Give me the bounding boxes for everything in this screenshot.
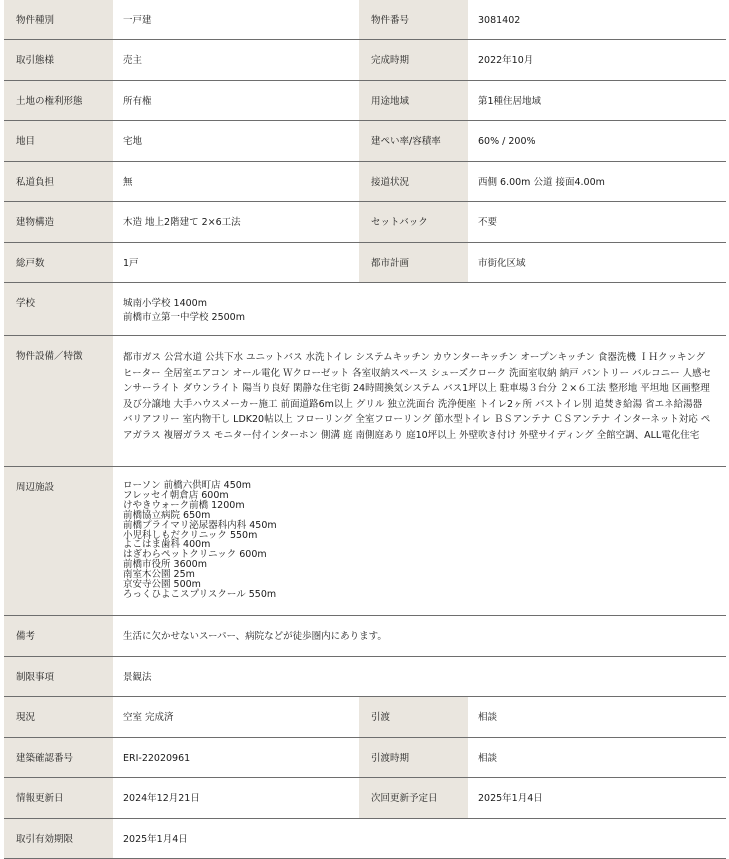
land-rights-label: 土地の権利形態 (4, 81, 113, 121)
nearby-value: ローソン 前橋六供町店 450m フレッセイ朝倉店 600m けやきウォーク前橋 1200m 前橋協立病院 650m 前橋プライマリ泌尿器科内科 450m 小児科しもだクリニック 550m よこはま歯科 400m はぎわらペットクリニック 600m 前橋市役所 3600m 南室木公園 25m 京安寺公園 500m ろっくひよこスプリスクール 550m (113, 467, 726, 615)
notes-value: 生活に欠かせないスーパー、病院などが徒歩圏内にあります。 (113, 616, 726, 656)
coverage-ratio-value: 60% / 200% (468, 121, 726, 161)
notes-label: 備考 (4, 616, 113, 656)
zoning-value: 第1種住居地域 (468, 81, 726, 121)
spec-row (4, 283, 726, 336)
restrictions-label: 制限事項 (4, 657, 113, 697)
spec-row (4, 0, 726, 40)
current-status-value: 空室 完成済 (113, 697, 359, 737)
restrictions-value: 景観法 (113, 657, 726, 697)
info-updated-label: 情報更新日 (4, 778, 113, 818)
spec-row (4, 738, 726, 779)
expiry-value: 2025年1月4日 (113, 819, 726, 859)
spec-row (4, 336, 726, 467)
total-units-label: 総戸数 (4, 243, 113, 283)
nearby-label: 周辺施設 (4, 467, 113, 615)
property-number-value: 3081402 (468, 0, 726, 39)
setback-label: セットバック (359, 202, 468, 242)
next-update-value: 2025年1月4日 (468, 778, 726, 818)
building-permit-value: ERI-22020961 (113, 738, 359, 778)
spec-row (4, 40, 726, 81)
property-spec-table (4, 0, 726, 859)
spec-row (4, 121, 726, 162)
spec-row (4, 162, 726, 203)
coverage-ratio-label: 建ぺい率/容積率 (359, 121, 468, 161)
features-value: 都市ガス 公営水道 公共下水 ユニットバス 水洗トイレ システムキッチン カウンターキッチン オープンキッチン 食器洗機 ＩＨクッキングヒーター 全居室エアコン オール電化 Ｗクローゼット 各室収納スペース シューズクローク 洗面室収納 納戸 パントリー バルコニー 人感センサーライト ダウンライト 陽当り良好 閑静な住宅街 24時間換気システム バス1坪以上 駐車場３台分 ２×６工法 整形地 平坦地 区画整理及び分譲地 大手ハウスメーカー施工 前面道路6m以上 グリル 独立洗面台 洗浄便座 トイレ2ヶ所 バストイレ別 追焚き給湯 省エネ給湯器 バリアフリー 室内物干し LDK20帖以上 フローリング 全室フローリング 節水型トイレ ＢＳアンテナ ＣＳアンテナ インターネット対応 ペアガラス 複層ガラス モニター付インターホン 側溝 庭 南側庭あり 庭10坪以上 外壁吹き付け 外壁サイディング 全館空調、ALL電化住宅 (113, 336, 726, 466)
spec-row (4, 202, 726, 243)
zoning-label: 用途地域 (359, 81, 468, 121)
spec-row (4, 778, 726, 819)
structure-value: 木造 地上2階建て 2×6工法 (113, 202, 359, 242)
current-status-label: 現況 (4, 697, 113, 737)
city-planning-label: 都市計画 (359, 243, 468, 283)
land-category-label: 地目 (4, 121, 113, 161)
property-type-label: 物件種別 (4, 0, 113, 39)
expiry-label: 取引有効期限 (4, 819, 113, 859)
property-number-label: 物件番号 (359, 0, 468, 39)
features-label: 物件設備／特徴 (4, 336, 113, 466)
transaction-type-label: 取引態様 (4, 40, 113, 80)
completion-date-label: 完成時期 (359, 40, 468, 80)
delivery-time-label: 引渡時期 (359, 738, 468, 778)
total-units-value: 1戸 (113, 243, 359, 283)
private-road-label: 私道負担 (4, 162, 113, 202)
spec-row (4, 697, 726, 738)
school-value: 城南小学校 1400m 前橋市立第一中学校 2500m (113, 283, 726, 335)
spec-row (4, 243, 726, 284)
transaction-type-value: 売主 (113, 40, 359, 80)
next-update-label: 次回更新予定日 (359, 778, 468, 818)
delivery-time-value: 相談 (468, 738, 726, 778)
structure-label: 建物構造 (4, 202, 113, 242)
setback-value: 不要 (468, 202, 726, 242)
property-type-value: 一戸建 (113, 0, 359, 39)
building-permit-label: 建築確認番号 (4, 738, 113, 778)
spec-row (4, 657, 726, 698)
spec-row (4, 467, 726, 616)
land-rights-value: 所有権 (113, 81, 359, 121)
delivery-label: 引渡 (359, 697, 468, 737)
spec-row (4, 81, 726, 122)
private-road-value: 無 (113, 162, 359, 202)
road-access-label: 接道状況 (359, 162, 468, 202)
delivery-value: 相談 (468, 697, 726, 737)
info-updated-value: 2024年12月21日 (113, 778, 359, 818)
completion-date-value: 2022年10月 (468, 40, 726, 80)
land-category-value: 宅地 (113, 121, 359, 161)
spec-row (4, 616, 726, 657)
spec-row (4, 819, 726, 859)
school-label: 学校 (4, 283, 113, 335)
road-access-value: 西側 6.00m 公道 接面4.00m (468, 162, 726, 202)
city-planning-value: 市街化区域 (468, 243, 726, 283)
